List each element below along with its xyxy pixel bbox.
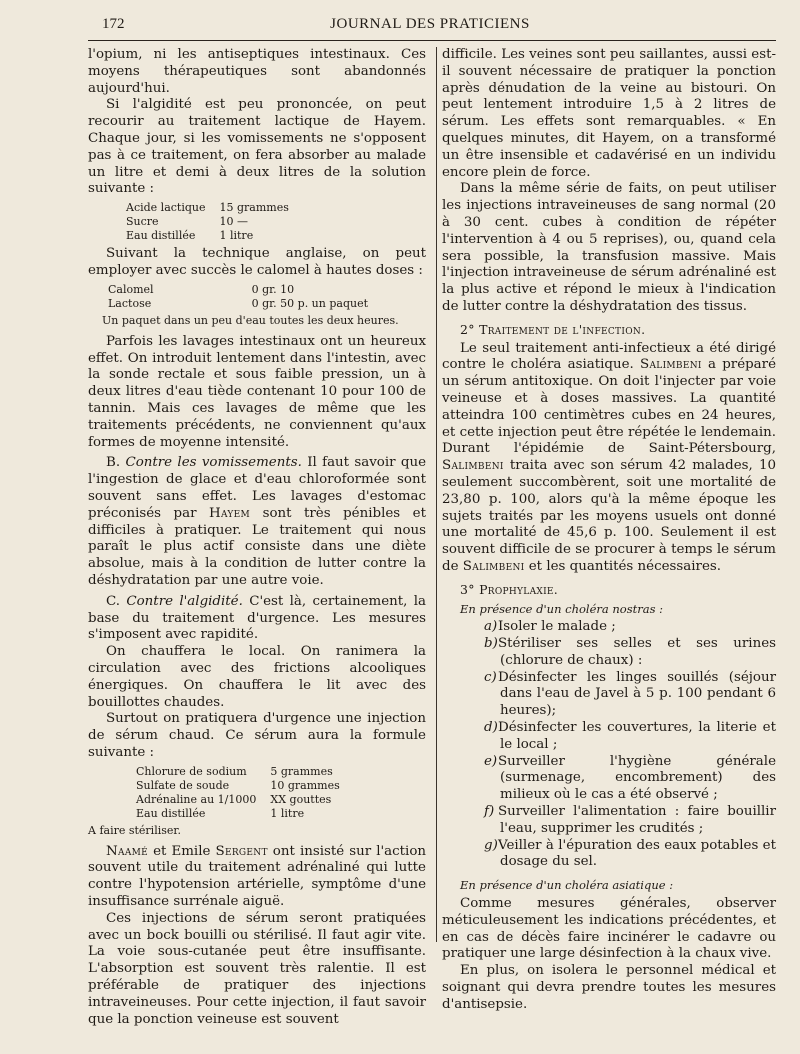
ingredient: Calomel xyxy=(108,282,154,296)
subheading: En présence d'un choléra nostras : xyxy=(460,601,664,616)
list-text: Désinfecter les linges souillés (séjour dans l'eau de Javel à 5 p. 100 pendant 6 heures); xyxy=(498,669,776,719)
formula-row xyxy=(136,793,348,807)
ingredient: Sucre xyxy=(126,215,159,229)
paragraph xyxy=(88,455,426,589)
list-item xyxy=(442,804,776,838)
formula-row xyxy=(126,229,297,243)
prophylaxis-list xyxy=(442,619,776,871)
header-rule xyxy=(88,40,776,41)
list-item xyxy=(442,838,776,872)
formula-row xyxy=(126,201,297,215)
text-run: traita avec son sérum 42 malades, 10 seulement succombèrent, soit une mortalité de 23,80 p. 100, alors qu'à la même époque les sujets traités par les moyens usuels ont donné une mortalité de 45,6 p. 100. Seulement il est souvent difficile de se procurer à temps le sérum de xyxy=(442,458,776,574)
ingredient: Eau distillée xyxy=(136,806,206,820)
journal-title: JOURNAL DES PRATICIENS xyxy=(330,16,530,32)
list-letter: f) xyxy=(484,804,495,820)
text-run: Le seul traitement anti-infectieux a été dirigé contre le choléra asiatique. xyxy=(442,340,776,373)
paragraph: Comme mesures générales, observer méticuleusement les indications précédentes, et en cas de décès faire incinérer le cadavre ou pratiquer une large désinfection à la chaux vive. xyxy=(442,896,776,962)
quantity: 15 grammes xyxy=(219,201,289,215)
formula-row xyxy=(108,283,376,297)
ingredient: Sulfate de soude xyxy=(136,778,230,792)
quantity: XX gouttes xyxy=(270,792,332,806)
formula-row xyxy=(136,765,348,779)
section-title: Contre l'algidité. xyxy=(126,593,243,609)
formula-calomel xyxy=(108,283,376,311)
paragraph: Dans la même série de faits, on peut utiliser les injections intraveineuses de sang normal (20 à 30 cent. cubes à condition de répéter l'intervention à 4 ou 5 reprises), ou, quand cela sera possible, la transfusion massive. Mais l'injection intraveineuse de sérum adrénaliné est la plus active et répond le mieux à l'indication de lutter contre la déshydratation des tissus. xyxy=(442,181,776,314)
list-item xyxy=(442,670,776,720)
quantity: 5 grammes xyxy=(270,764,333,778)
quantity: 1 litre xyxy=(270,806,305,820)
paragraph xyxy=(442,341,776,576)
paragraph xyxy=(88,594,426,644)
section-label: C. xyxy=(106,593,121,609)
list-item xyxy=(442,720,776,754)
ingredient: Adrénaline au 1/1000 xyxy=(136,792,257,806)
text-run: Il faut savoir que l'ingestion de glace et d'eau chloroformée sont souvent sans effet. Les lavages d'estomac préconisés par xyxy=(88,455,426,521)
formula-note: A faire stériliser. xyxy=(88,823,181,837)
list-letter: a) xyxy=(484,619,498,635)
page-number: 172 xyxy=(102,16,125,32)
list-item xyxy=(442,754,776,804)
formula-row xyxy=(136,807,348,821)
section-label: B. xyxy=(106,455,121,471)
paragraph: l'opium, ni les antiseptiques intestinaux. Ces moyens thérapeutiques sont abandonnés aujourd'hui. xyxy=(88,47,426,96)
author-name: Sergent xyxy=(215,843,268,859)
paragraph: Surtout on pratiquera d'urgence une injection de sérum chaud. Ce sérum aura la formule suivante : xyxy=(88,711,426,760)
column-divider xyxy=(436,47,437,942)
list-text: Veiller à l'épuration des eaux potables et dosage du sel. xyxy=(498,837,776,870)
formula-serum xyxy=(136,765,348,821)
ingredient: Lactose xyxy=(108,296,152,310)
list-text: Isoler le malade ; xyxy=(498,619,616,635)
paragraph: Suivant la technique anglaise, on peut employer avec succès le calomel à hautes doses : xyxy=(88,246,426,278)
paragraph: Si l'algidité est peu prononcée, on peut recourir au traitement lactique de Hayem. Chaque jour, si les vomissements ne s'opposent pas à ce traitement, on fera absorber au malade un litre et demi à deux litres de la solution suivante : xyxy=(88,97,426,197)
ingredient: Acide lactique xyxy=(126,201,206,215)
list-letter: b) xyxy=(484,636,498,652)
quantity: 1 litre xyxy=(219,229,254,243)
text-run: a préparé un sérum antitoxique. On doit l'injecter par voie veineuse et à doses massives. La quantité atteindra 100 centimètres cubes en 24 heures, et cette injection peut être répétée le lendemain. Durant l'épidémie de Saint-Pétersbourg, xyxy=(442,357,776,457)
author-name: Salimbeni xyxy=(640,357,702,373)
text-run: et Emile xyxy=(148,843,216,859)
paragraph: difficile. Les veines sont peu saillantes, aussi est-il souvent nécessaire de pratiquer la ponction après dénudation de la veine au bistouri. On peut lentement introduire 1,5 à 2 litres de sérum. Les effets sont remarquables. « En quelques minutes, dit Hayem, on a transformé un être insensible et cadavérisé en un individu encore plein de force. xyxy=(442,47,776,180)
paragraph: En plus, on isolera le personnel médical et soignant qui devra prendre toutes les mesures d'antisepsie. xyxy=(442,963,776,1012)
text-run: sont très pénibles et difficiles à pratiquer. Le traitement qui nous paraît le plus actif consiste dans une diète absolue, mais à la condition de lutter contre la déshydratation par une autre voie. xyxy=(88,505,426,588)
list-text: Stériliser ses selles et ses urines (chlorure de chaux) : xyxy=(498,636,776,668)
text-run: et les quantités nécessaires. xyxy=(524,558,721,574)
list-text: Surveiller l'hygiène générale (surmenage, encombrement) des milieux où le cas a été observé ; xyxy=(498,753,776,803)
list-text: Surveiller l'alimentation : faire bouillir l'eau, supprimer les crudités ; xyxy=(498,804,776,836)
author-name: Naamé xyxy=(106,843,149,859)
page-header xyxy=(80,14,780,40)
section-heading: 3° Prophylaxie. xyxy=(460,581,559,597)
right-column xyxy=(442,47,776,1014)
paragraph: Parfois les lavages intestinaux ont un heureux effet. On introduit lentement dans l'intestin, avec la sonde rectale et sous faible pression, un à deux litres d'eau tiède contenant 10 pour 100 de tannin. Mais ces lavages de même que les traitements précédents, ne conviennent qu'aux formes de moyenne intensité. xyxy=(88,333,426,450)
formula-row xyxy=(136,779,348,793)
author-name: Hayem xyxy=(209,505,251,521)
list-letter: e) xyxy=(484,753,498,769)
list-letter: c) xyxy=(484,669,497,685)
list-letter: g) xyxy=(484,837,498,853)
list-letter: d) xyxy=(484,720,498,736)
text-run: C'est là, certainement, la base du traitement d'urgence. Les mesures s'imposent avec rapidité. xyxy=(88,593,426,643)
author-name: Salimbeni xyxy=(442,458,504,474)
formula-row xyxy=(126,215,297,229)
formula-note: Un paquet dans un peu d'eau toutes les deux heures. xyxy=(102,313,399,327)
author-name: Salimbeni xyxy=(462,558,525,574)
paragraph: On chauffera le local. On ranimera la circulation avec des frictions alcooliques énergiques. On chauffera le lit avec des bouillottes chaudes. xyxy=(88,644,426,710)
list-text: Désinfecter les couvertures, la literie et le local ; xyxy=(498,720,776,752)
subheading: En présence d'un choléra asiatique : xyxy=(460,878,674,893)
list-item xyxy=(442,619,776,636)
text-run: ont insisté sur l'action souvent utile du traitement adrénaliné qui lutte contre l'hypotension artérielle, symptôme d'une insuffisance surrénale aiguë. xyxy=(88,843,426,910)
paragraph: Ces injections de sérum seront pratiquées avec un bock bouilli ou stérilisé. Il faut agir vite. La voie sous-cutanée peut être insuffisante. L'absorption est souvent très ralentie. Il est préférable de pratiquer des injections intraveineuses. Pour cette injection, il faut savoir que la ponction veineuse est souvent xyxy=(88,910,426,1027)
quantity: 10 — xyxy=(219,215,248,229)
ingredient: Eau distillée xyxy=(126,229,196,243)
section-title: Contre les vomissements. xyxy=(125,455,302,471)
paragraph xyxy=(88,844,426,911)
section-heading: 2° Traitement de l'infection. xyxy=(460,321,646,337)
list-item xyxy=(442,636,776,670)
left-column xyxy=(88,47,426,1028)
ingredient: Chlorure de sodium xyxy=(136,764,247,778)
quantity: 0 gr. 10 xyxy=(251,282,295,296)
quantity: 10 grammes xyxy=(270,778,340,792)
quantity: 0 gr. 50 p. un paquet xyxy=(251,296,369,310)
formula-row xyxy=(108,297,376,311)
formula-lactic xyxy=(126,201,297,243)
